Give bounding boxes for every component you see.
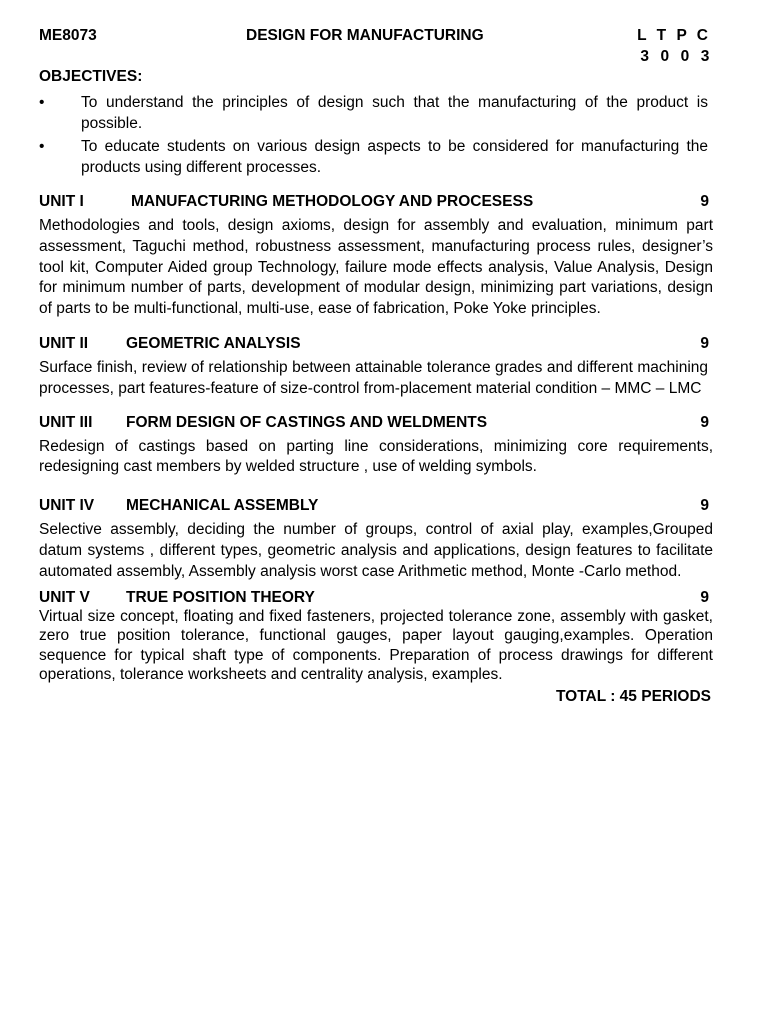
unit-title: FORM DESIGN OF CASTINGS AND WELDMENTS bbox=[126, 413, 488, 431]
unit-number: UNIT IV bbox=[39, 497, 95, 515]
unit-hours: 9 bbox=[700, 413, 709, 431]
credits-row bbox=[39, 47, 713, 68]
unit-title: MECHANICAL ASSEMBLY bbox=[126, 497, 319, 515]
unit-hours: 9 bbox=[700, 588, 709, 606]
unit-title: MANUFACTURING METHODOLOGY AND PROCESESS bbox=[131, 192, 534, 210]
objectives-heading: OBJECTIVES: bbox=[39, 68, 143, 85]
unit-title: TRUE POSITION THEORY bbox=[126, 588, 315, 606]
ltpc-values: 3 0 0 3 bbox=[640, 48, 713, 65]
unit-heading bbox=[39, 413, 713, 434]
unit-body: Redesign of castings based on parting line considerations, minimizing core requirements, redesigning cast members by welded structure , use of welding symbols. bbox=[39, 437, 713, 476]
syllabus-page bbox=[39, 26, 713, 708]
ltpc-label: L T P C bbox=[637, 27, 711, 44]
unit-hours: 9 bbox=[700, 334, 709, 352]
course-header bbox=[39, 26, 713, 47]
unit-title: GEOMETRIC ANALYSIS bbox=[126, 334, 301, 352]
unit-number: UNIT III bbox=[39, 413, 93, 431]
bullet-icon: • bbox=[39, 93, 45, 111]
bullet-icon: • bbox=[39, 138, 45, 156]
unit-body: Virtual size concept, floating and fixed fasteners, projected tolerance zone, assembly with gasket, zero true position tolerance, functional gauges, paper layout gauging,examples. Operation sequence for typical shaft type of components. Preparation of process drawings for different operations, tolerance worksheets and centrality analysis, examples. bbox=[39, 607, 713, 684]
unit-3 bbox=[39, 413, 713, 479]
unit-body: Surface finish, review of relationship between attainable tolerance grades and different machining processes, part features-feature of size-control from-placement material condition – MMC – LMC bbox=[39, 358, 708, 397]
unit-hours: 9 bbox=[700, 192, 709, 210]
objective-text: To understand the principles of design such that the manufacturing of the product is possible. bbox=[81, 93, 708, 132]
objectives-list bbox=[39, 93, 713, 179]
objective-item bbox=[39, 137, 713, 179]
unit-heading bbox=[39, 192, 713, 213]
unit-5 bbox=[39, 588, 713, 685]
course-title: DESIGN FOR MANUFACTURING bbox=[246, 27, 484, 44]
unit-heading bbox=[39, 496, 713, 517]
course-code: ME8073 bbox=[39, 27, 97, 44]
unit-heading bbox=[39, 588, 713, 609]
unit-hours: 9 bbox=[700, 497, 709, 515]
objective-item bbox=[39, 93, 713, 135]
unit-number: UNIT V bbox=[39, 588, 90, 606]
unit-2 bbox=[39, 334, 713, 400]
unit-1 bbox=[39, 192, 713, 320]
unit-heading bbox=[39, 334, 713, 355]
unit-body: Selective assembly, deciding the number of groups, control of axial play, examples,Grouped datum systems , different types, geometric analysis and applications, design features to facilitate automated assembly, Assembly analysis worst case Arithmetic method, Monte -Carlo method. bbox=[39, 521, 713, 580]
unit-4 bbox=[39, 496, 713, 582]
unit-body: Methodologies and tools, design axioms, design for assembly and evaluation, minimum part assessment, Taguchi method, robustness assessment, manufacturing process rules, designer’s tool kit, Computer Aided group Technology, failure mode effects analysis, Value Analysis, Design for minimum number of parts, development of modular design, minimizing part variations, design of parts to be multi-functional, multi-use, ease of fabrication, Poke Yoke principles. bbox=[39, 216, 713, 318]
objective-text: To educate students on various design aspects to be considered for manufacturing the products using different processes. bbox=[81, 138, 708, 177]
unit-number: UNIT I bbox=[39, 192, 84, 210]
unit-number: UNIT II bbox=[39, 334, 89, 352]
total-periods: TOTAL : 45 PERIODS bbox=[555, 687, 711, 705]
